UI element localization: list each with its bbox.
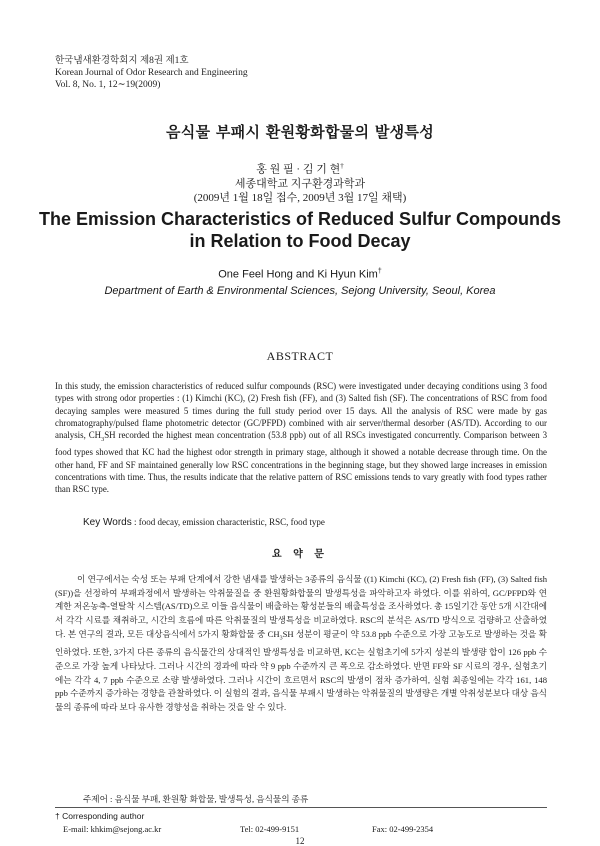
english-title (0, 208, 600, 252)
english-author-mark: † (377, 268, 382, 275)
korean-abstract-subscript: 3 (279, 635, 283, 642)
abstract-body (55, 380, 547, 495)
english-title-line2: in Relation to Food Decay (189, 231, 411, 251)
keywords-text: : food decay, emission characteristic, RSC, food type (131, 517, 325, 527)
korean-author-block (0, 159, 600, 205)
korean-dates: (2009년 1월 18일 접수, 2009년 3월 17일 채택) (193, 191, 407, 204)
korean-author-mark: † (340, 162, 344, 170)
keywords-label: Key Words (83, 517, 132, 528)
korean-keywords-text: : 음식물 부패, 환원황 화합물, 발생특성, 음식물의 종류 (107, 794, 309, 804)
english-author-names: One Feel Hong and Ki Hyun Kim (218, 268, 378, 281)
footnote-divider (55, 807, 547, 808)
journal-header (55, 55, 248, 91)
korean-abstract-heading: 요 약 문 (272, 549, 328, 560)
abstract-text-part2: SH recorded the highest mean concentration (53.8 ppb) out of all RSCs investigated concurrently. Comparison between 3 food types showed that KC had the highest odor strength in primary stage, although it showed a notable decrease through time. On the other hand, FF and SF maintained generally low RSC concentrations in the beginning stage, but they showed large increases in emission concentrations with time. Thus, the results indicate that the relative pattern of RSC emissions tends to vary greatly with food types rather than RSC type. (55, 430, 548, 495)
english-title-line1: The Emission Characteristics of Reduced Sulfur Compounds (38, 209, 562, 229)
korean-affiliation: 세종대학교 지구환경과학과 (234, 177, 366, 190)
korean-keywords-label: 주제어 (83, 795, 108, 805)
journal-name-en: Korean Journal of Odor Research and Engineering (55, 68, 248, 78)
corresponding-author-note: † Corresponding author (55, 811, 145, 821)
korean-abstract-text-part2: SH 성분이 평균이 약 53.8 ppb 수준으로 가장 고농도로 발생하는 것을 확인하였다. 또한, 3가지 다른 종류의 음식물간의 상대적인 발생특성을 비교하면, KC는 실험초기에 5가지 성분의 발생량 합이 126 ppb 수준으로 가장 높게 나타났다. 그러나 시간의 경과에 따라 약 9 ppb 수준까지 큰 폭으로 감소하였다. 반면 FF와 SF 시료의 경우, 실험초기에는 각각 4, 7 ppb 수준으로 소량 발생하였다. 그러나 시간이 흐르면서 RSC의 발생이 점차 증가하여, 실험 최종일에는 각각 161, 148 ppb 수준까지 증가하는 경향을 관찰하였다. 이 실험의 결과, 음식물 부패시 발생하는 악취물질의 발생량은 개별 악취성분보다 대상 음식물의 종류에 따라 보다 유사한 경향성을 취하는 것을 알 수 있다. (55, 628, 547, 713)
journal-volume-info: Vol. 8, No. 1, 12∼19(2009) (55, 80, 161, 90)
footnote-tel: Tel: 02-499-9151 (240, 824, 300, 834)
korean-title: 음식물 부패시 환원황화합물의 발생특성 (166, 123, 434, 141)
korean-keywords (83, 793, 547, 805)
journal-name-kr: 한국냄새환경학회지 제8권 제1호 (55, 56, 189, 66)
footnote-email: E-mail: khkim@sejong.ac.kr (63, 824, 162, 834)
korean-abstract-text-part1: 이 연구에서는 숙성 또는 부패 단계에서 강한 냄새를 발생하는 3종류의 음식물 ((1) Kimchi (KC), (2) Fresh fish (FF), (3) Salted fish (SF))을 선정하여 부패과정에서 발생하는 악취물질을 중 환원황화합물의 발생특성을 파악하고자 하였다. 이를 위하여, GC/PFPD와 연계한 저온농축-열탈착 시스템(AS/TD)으로 이들 음식물이 배출하는 황성분들의 배출특성을 조사하였다. 총 15일기간 동안 5개 시간대에서 각각 시료를 채취하고, 시간의 흐름에 따른 악취물질의 발생특성을 비교하였다. RSC의 분석은 AS/TD 방식으로 검량하고 산출하였다. 본 연구의 결과, 모든 대상음식에서 5가지 황화합물 중 CH (55, 574, 547, 639)
page-number: 12 (295, 836, 305, 846)
english-authors (0, 268, 600, 281)
footnote-fax: Fax: 02-499-2354 (372, 824, 434, 834)
abstract-text-part1: In this study, the emission characteristics of reduced sulfur compounds (RSC) were investigated under decaying conditions using 3 food types with strong odor properties : (1) Kimchi (KC), (2) Fresh fish (FF), and (3) Salted fish (SF). The concentrations of RSC from food decaying samples were measured 5 times during the full study period over 15 days. All the analysis of RSC were made by gas chromatography/pulsed flame photometric detector (GC/PFPD) combined with air server/thermal desorber (AS/TD). According to our analysis, CH (55, 381, 547, 441)
abstract-heading: ABSTRACT (266, 349, 334, 363)
keywords (83, 517, 547, 528)
english-affiliation: Department of Earth & Environmental Sciences, Sejong University, Seoul, Korea (104, 285, 496, 297)
abstract-subscript: 3 (101, 435, 105, 443)
korean-author-names: 홍 원 필 · 김 기 현 (256, 163, 341, 176)
korean-authors (0, 159, 600, 177)
korean-abstract-body (55, 573, 547, 715)
